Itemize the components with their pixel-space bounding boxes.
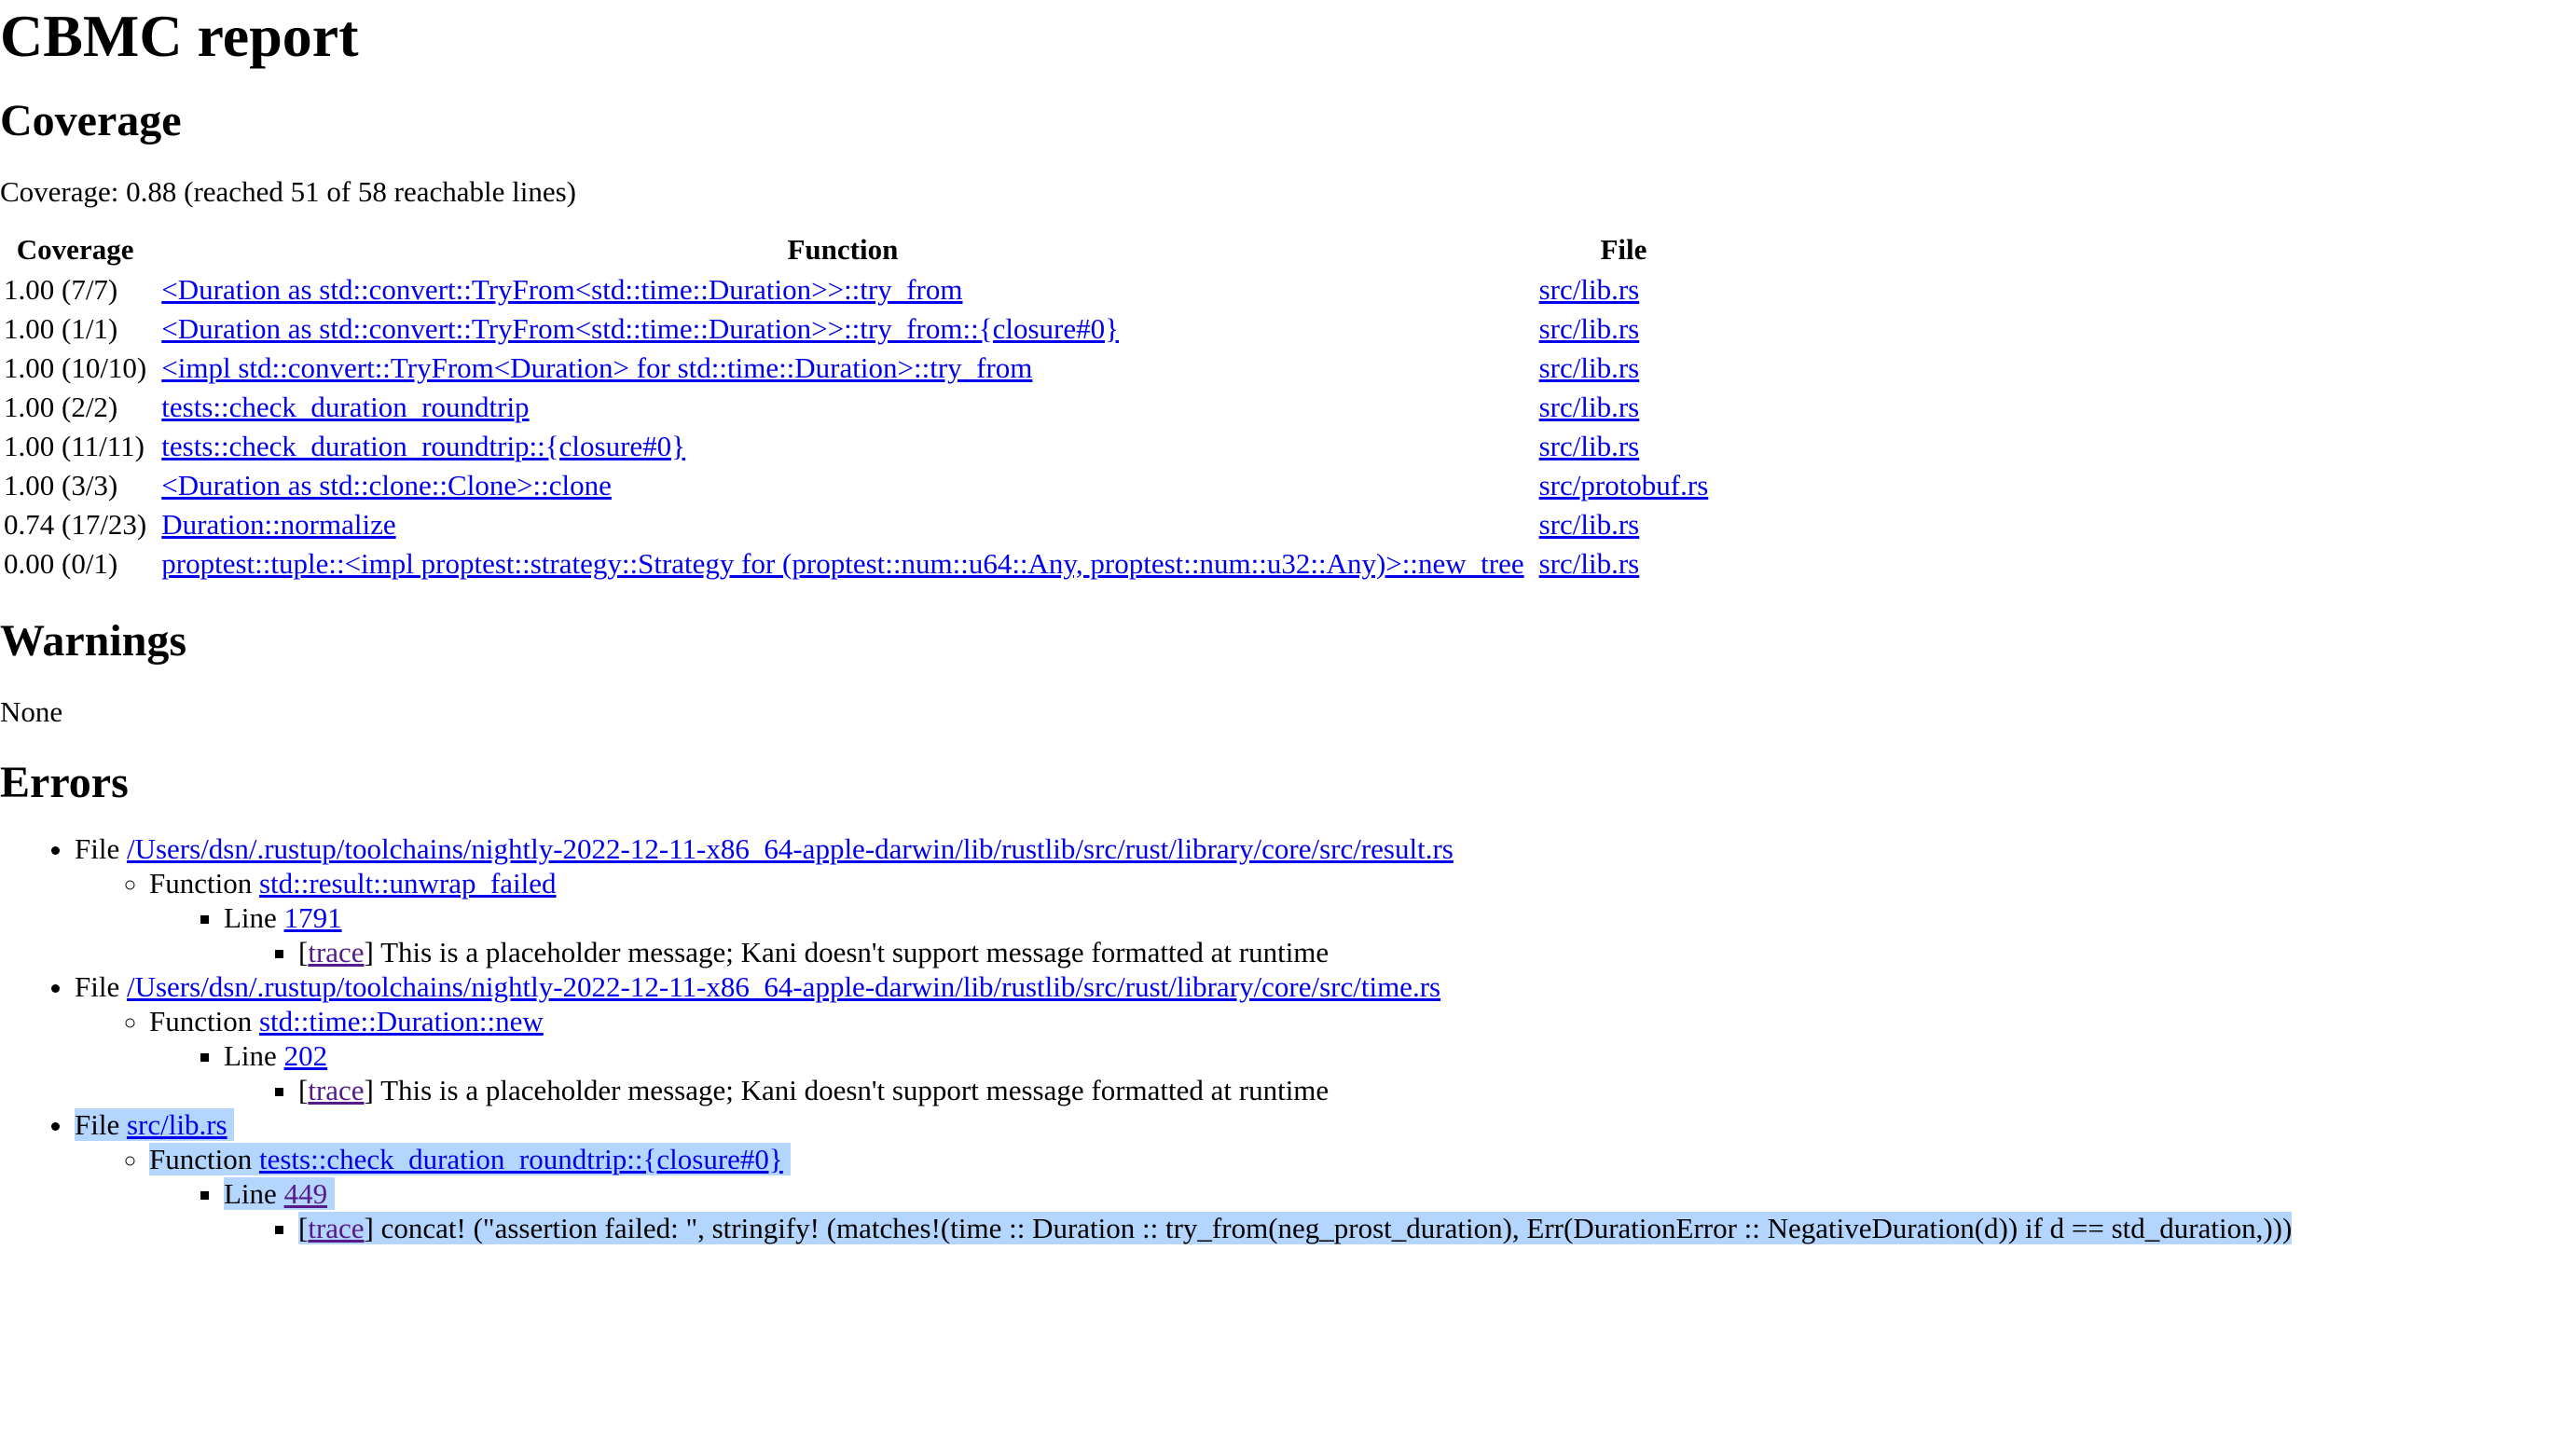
column-header-function: Function	[787, 233, 899, 266]
function-link[interactable]: tests::check_duration_roundtrip	[161, 391, 530, 423]
line-label: Line	[224, 1039, 277, 1072]
coverage-cell: 1.00 (10/10)	[4, 351, 147, 384]
error-line-list	[149, 900, 2549, 969]
table-row	[0, 468, 1712, 503]
coverage-cell: 1.00 (3/3)	[4, 469, 118, 501]
table-row	[0, 350, 1712, 386]
file-link[interactable]: src/lib.rs	[1538, 273, 1640, 306]
error-function-link[interactable]: std::result::unwrap_failed	[258, 867, 557, 900]
coverage-cell: 0.00 (0/1)	[4, 547, 118, 580]
function-label: Function	[149, 1005, 253, 1037]
column-header-file: File	[1600, 233, 1647, 266]
error-function-list	[75, 1142, 2549, 1245]
function-link[interactable]: Duration::normalize	[161, 508, 396, 541]
error-message: This is a placeholder message; Kani doesn't support message formatted at runtime	[380, 1074, 1330, 1106]
error-line-link[interactable]: 202	[283, 1039, 328, 1072]
trace-link[interactable]: trace	[308, 936, 365, 968]
error-file-link[interactable]: /Users/dsn/.rustup/toolchains/nightly-2022-12-11-x86_64-apple-darwin/lib/rustlib/src/rust/library/core/src/result.rs	[126, 832, 1454, 865]
error-file-link[interactable]: /Users/dsn/.rustup/toolchains/nightly-2022-12-11-x86_64-apple-darwin/lib/rustlib/src/rust/library/core/src/time.rs	[126, 970, 1441, 1003]
error-function-list	[75, 1004, 2549, 1107]
line-label: Line	[224, 1177, 277, 1210]
coverage-cell: 0.74 (17/23)	[4, 508, 147, 541]
table-row	[0, 390, 1712, 425]
error-trace-list	[224, 935, 2549, 969]
file-cell	[1536, 272, 1713, 308]
coverage-table	[0, 227, 1719, 585]
page-title: CBMC report	[0, 3, 359, 69]
file-link[interactable]: src/protobuf.rs	[1538, 469, 1709, 501]
warnings-heading: Warnings	[0, 616, 187, 666]
function-link[interactable]: <Duration as std::convert::TryFrom<std::time::Duration>>::try_from::{closure#0}	[161, 312, 1119, 345]
coverage-cell: 1.00 (11/11)	[4, 430, 145, 462]
error-line-item	[224, 1038, 2549, 1107]
error-file-item	[75, 969, 2549, 1107]
error-function-item	[149, 1142, 2549, 1245]
function-cell	[158, 390, 1527, 425]
errors-heading: Errors	[0, 758, 129, 807]
file-label: File	[75, 970, 120, 1003]
file-cell	[1536, 468, 1713, 503]
warnings-text: None	[0, 695, 63, 728]
function-link[interactable]: <Duration as std::convert::TryFrom<std::time::Duration>>::try_from	[161, 273, 963, 306]
function-link[interactable]: tests::check_duration_roundtrip::{closure#0}	[161, 430, 686, 462]
coverage-cell: 1.00 (1/1)	[4, 312, 118, 345]
error-function-item	[149, 866, 2549, 969]
function-cell	[158, 311, 1527, 347]
error-function-link[interactable]: std::time::Duration::new	[258, 1005, 544, 1037]
column-header-coverage: Coverage	[16, 233, 134, 266]
error-message: concat! ("assertion failed: ", stringify! (matches!(time :: Duration :: try_from(neg_prost_duration), Err(DurationError :: NegativeDuration(d)) if d == std_duration,)))	[380, 1212, 2293, 1244]
trace-link[interactable]: trace	[308, 1074, 365, 1106]
error-trace-list	[224, 1073, 2549, 1107]
error-line-item	[224, 1176, 2549, 1245]
table-row	[0, 429, 1712, 464]
error-file-item	[75, 1107, 2549, 1245]
error-trace-item: ▪ [trace] This is a placeholder message; Kani doesn't support message formatted at runtime	[298, 935, 2549, 969]
function-link[interactable]: proptest::tuple::<impl proptest::strategy::Strategy for (proptest::num::u64::Any, proptest::num::u32::Any)>::new_tree	[161, 547, 1524, 580]
function-label: Function	[149, 867, 253, 900]
error-line-item	[224, 900, 2549, 969]
coverage-summary: Coverage: 0.88 (reached 51 of 58 reachable lines)	[0, 175, 577, 208]
file-link[interactable]: src/lib.rs	[1538, 312, 1640, 345]
table-row	[0, 546, 1712, 582]
error-trace-list	[224, 1211, 2549, 1245]
file-link[interactable]: src/lib.rs	[1538, 547, 1640, 580]
table-row	[0, 272, 1712, 308]
function-cell	[158, 468, 1527, 503]
file-link[interactable]: src/lib.rs	[1538, 351, 1640, 384]
error-function-list	[75, 866, 2549, 969]
trace-link[interactable]: trace	[308, 1212, 365, 1244]
coverage-cell: 1.00 (2/2)	[4, 391, 118, 423]
function-cell	[158, 429, 1527, 464]
error-line-list	[149, 1176, 2549, 1245]
error-line-list	[149, 1038, 2549, 1107]
function-cell	[158, 546, 1527, 582]
file-link[interactable]: src/lib.rs	[1538, 508, 1640, 541]
error-line-link[interactable]: 1791	[283, 901, 342, 934]
function-cell	[158, 272, 1527, 308]
file-cell	[1536, 350, 1713, 386]
file-cell	[1536, 507, 1713, 543]
error-line-link[interactable]: 449	[283, 1177, 328, 1210]
coverage-table-header	[0, 231, 1712, 268]
error-trace-item: ▪ [trace] This is a placeholder message; Kani doesn't support message formatted at runtime	[298, 1073, 2549, 1107]
error-function-item	[149, 1004, 2549, 1107]
file-cell	[1536, 311, 1713, 347]
coverage-heading: Coverage	[0, 96, 182, 145]
table-row	[0, 311, 1712, 347]
function-cell	[158, 507, 1527, 543]
table-row	[0, 507, 1712, 543]
coverage-cell: 1.00 (7/7)	[4, 273, 118, 306]
error-file-item	[75, 831, 2549, 969]
error-message: This is a placeholder message; Kani doesn't support message formatted at runtime	[380, 936, 1330, 968]
function-cell	[158, 350, 1527, 386]
function-link[interactable]: <Duration as std::clone::Clone>::clone	[161, 469, 612, 501]
file-cell	[1536, 390, 1713, 425]
error-trace-item: ▪ [trace] concat! ("assertion failed: ", stringify! (matches!(time :: Duration :: try_from(neg_prost_duration), Err(DurationError :: NegativeDuration(d)) if d == std_duration,)))	[298, 1211, 2549, 1245]
function-label: Function	[149, 1143, 253, 1175]
line-label: Line	[224, 901, 277, 934]
file-link[interactable]: src/lib.rs	[1538, 391, 1640, 423]
errors-list	[0, 831, 2549, 1245]
file-cell	[1536, 429, 1713, 464]
function-link[interactable]: <impl std::convert::TryFrom<Duration> for std::time::Duration>::try_from	[161, 351, 1033, 384]
error-function-link[interactable]: tests::check_duration_roundtrip::{closure#0}	[258, 1143, 783, 1175]
file-link[interactable]: src/lib.rs	[1538, 430, 1640, 462]
file-label: File	[75, 832, 120, 865]
error-file-link[interactable]: src/lib.rs	[126, 1108, 227, 1141]
file-label: File	[75, 1108, 120, 1141]
file-cell	[1536, 546, 1713, 582]
